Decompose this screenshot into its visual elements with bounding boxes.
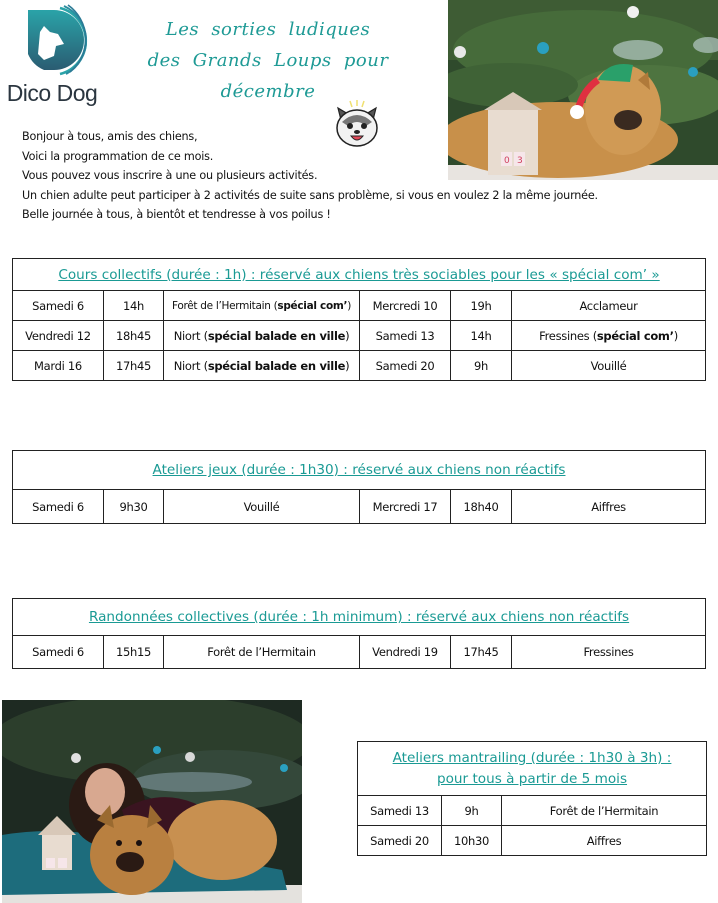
place-cell: Fressines (spécial com’) [512, 321, 706, 351]
place-cell: Forêt de l’Hermitain [502, 796, 707, 826]
dico-dog-logo [0, 0, 104, 108]
time-cell: 17h45 [451, 636, 512, 669]
time-cell: 19h [451, 291, 512, 321]
day-cell: Mercredi 17 [360, 490, 451, 524]
ateliers-mantrailing-table [357, 741, 707, 856]
svg-text:3: 3 [517, 156, 523, 166]
intro-line: Belle journée à tous, à bientôt et tendresse à vos poilus ! [22, 208, 331, 221]
table-title: Ateliers jeux (durée : 1h30) : réservé aux chiens non réactifs [13, 451, 706, 490]
day-cell: Samedi 6 [13, 291, 104, 321]
table-title: Cours collectifs (durée : 1h) : réservé aux chiens très sociables pour les « spécial com’ » [13, 259, 706, 291]
table-title-line-1: Ateliers mantrailing (durée : 1h30 à 3h) : [392, 749, 672, 766]
table-row [13, 636, 706, 669]
table-title-line-2: pour tous à partir de 5 mois [436, 770, 628, 787]
place-cell: Aiffres [512, 490, 706, 524]
place-cell: Fressines [512, 636, 706, 669]
day-cell: Samedi 20 [358, 826, 442, 856]
time-cell: 18h45 [104, 321, 164, 351]
table-row [13, 291, 706, 321]
intro-line: Un chien adulte peut participer à 2 activités de suite sans problème, si vous en voulez 2 la même journée. [22, 188, 598, 202]
day-cell: Samedi 6 [13, 636, 104, 669]
day-cell: Mardi 16 [13, 351, 104, 381]
title-line-2: des Grands Loups pour décembre [147, 50, 389, 102]
table-row [13, 321, 706, 351]
place-cell: Vouillé [164, 490, 360, 524]
table-title [358, 742, 707, 796]
time-cell: 9h30 [104, 490, 164, 524]
svg-text:0: 0 [504, 156, 510, 166]
cours-collectifs-table [12, 258, 706, 381]
time-cell: 10h30 [442, 826, 502, 856]
intro-line: Vous pouvez vous inscrire à une ou plusieurs activités. [22, 169, 318, 182]
time-cell: 9h [442, 796, 502, 826]
intro-line: Voici la programmation de ce mois. [22, 149, 214, 163]
place-cell: Niort (spécial balade en ville) [164, 351, 360, 381]
place-cell: Vouillé [512, 351, 706, 381]
christmas-woman-dog-photo-icon [2, 700, 302, 903]
place-cell: Forêt de l’Hermitain (spécial com’) [164, 291, 360, 321]
day-cell: Samedi 20 [360, 351, 451, 381]
time-cell: 17h45 [104, 351, 164, 381]
intro-text [22, 127, 598, 225]
title-line-1: Les sorties ludiques [165, 19, 371, 40]
day-cell: Samedi 13 [358, 796, 442, 826]
time-cell: 14h [104, 291, 164, 321]
table-row [358, 796, 707, 826]
time-cell: 14h [451, 321, 512, 351]
day-cell: Vendredi 19 [360, 636, 451, 669]
table-row [358, 826, 707, 856]
day-cell: Mercredi 10 [360, 291, 451, 321]
day-cell: Vendredi 12 [13, 321, 104, 351]
table-row [13, 351, 706, 381]
time-cell: 9h [451, 351, 512, 381]
place-cell: Acclameur [512, 291, 706, 321]
table-row [13, 490, 706, 524]
page-title [100, 14, 436, 107]
randonnees-table [12, 598, 706, 669]
woman-with-dog-photo [2, 700, 302, 903]
place-cell: Forêt de l’Hermitain [164, 636, 360, 669]
dog-head-logo-icon [14, 4, 88, 78]
time-cell: 18h40 [451, 490, 512, 524]
day-cell: Samedi 6 [13, 490, 104, 524]
brand-name: Dico Dog [6, 80, 98, 106]
ateliers-jeux-table [12, 450, 706, 524]
table-title: Randonnées collectives (durée : 1h minimum) : réservé aux chiens non réactifs [13, 599, 706, 636]
time-cell: 15h15 [104, 636, 164, 669]
day-cell: Samedi 13 [360, 321, 451, 351]
place-cell: Aiffres [502, 826, 707, 856]
place-cell: Niort (spécial balade en ville) [164, 321, 360, 351]
intro-line: Bonjour à tous, amis des chiens, [22, 130, 198, 143]
